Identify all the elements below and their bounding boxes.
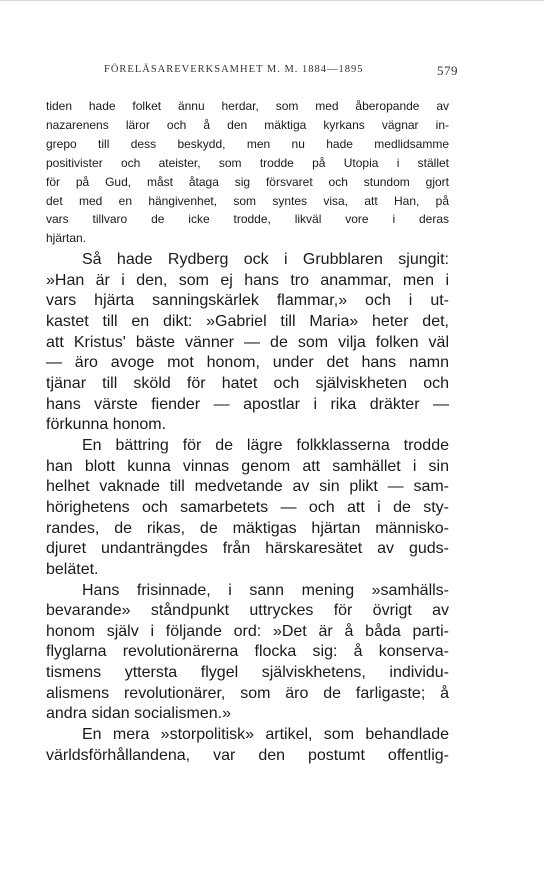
- text-line: han blott kunna vinnas genom att samhället i sin: [46, 457, 449, 475]
- text-line: randes, de rikas, de mäktigas hjärtan människo-: [46, 519, 449, 537]
- text-line: att Kristus' bäste vänner — de som vilja folken väl: [46, 333, 449, 351]
- text-line: hörighetens och samarbetets — och att i de sty-: [46, 498, 449, 516]
- text-line: Så hade Rydberg ock i Grubblaren sjungit:: [82, 251, 449, 268]
- text-line: andra sidan socialismen.»: [46, 705, 231, 723]
- text-line: vars hjärta sanningskärlek flammar,» och i ut-: [46, 292, 449, 310]
- text-line: positivister och ateister, som trodde på Utopia i stället: [46, 155, 449, 170]
- text-line: djuret undanträngdes från härskaresätet av guds-: [46, 540, 449, 558]
- text-line: flyglarna revolutionärerna flocka sig: å konserva-: [46, 643, 449, 661]
- text-line: tismens yttersta flygel själviskhetens, individu-: [46, 664, 449, 682]
- text-line: »Han är i den, som ej hans tro anammar, men i: [46, 271, 449, 289]
- text-line: hans värste fiender — apostlar i rika dräkter —: [46, 395, 449, 413]
- text-line: för på Gud, måst åtaga sig försvaret och stundom gjort: [46, 174, 449, 189]
- page-number: 579: [437, 63, 458, 78]
- footnote-paragraph: [46, 97, 449, 248]
- body-text: [46, 250, 449, 766]
- page-edge-rule: [0, 0, 544, 1]
- text-line: alismens revolutionärer, som äro de farligaste; å: [46, 684, 449, 702]
- text-line: honom själv i följande ord: »Det är å båda parti-: [46, 622, 449, 640]
- running-title: FÖRELÄSAREVERKSAMHET M. M. 1884—1895: [104, 64, 364, 75]
- text-line: En bättring för de lägre folkklasserna trodde: [82, 436, 449, 454]
- text-line: världsförhållandena, var den postumt offentlig-: [46, 746, 449, 764]
- text-line: nazarenens läror och å den mäktiga kyrkans vägnar in-: [46, 117, 449, 132]
- running-header: [104, 64, 458, 80]
- text-line: Hans frisinnade, i sann mening »samhälls-: [82, 581, 449, 599]
- text-line: bevarande» ståndpunkt uttryckes för övrigt av: [46, 602, 449, 620]
- text-line: — äro avoge mot honom, under det hans namn: [46, 354, 449, 372]
- text-line: belätet.: [46, 560, 99, 578]
- text-line: vars tillvaro de icke trodde, likväl vore i deras: [46, 212, 449, 227]
- text-line: kastet till en dikt: »Gabriel till Maria» heter det,: [46, 312, 449, 330]
- text-line: helhet vaknade till medvetande av sin plikt — sam-: [46, 478, 449, 496]
- text-line: tiden hade folket ännu herdar, som med åberopande av: [46, 99, 449, 113]
- text-line: förkunna honom.: [46, 416, 167, 434]
- text-line: grepo till dess beskydd, men nu hade medlidsamme: [46, 136, 449, 151]
- text-line: hjärtan.: [46, 231, 87, 246]
- text-line: det med en hängivenhet, som syntes visa, att Han, på: [46, 193, 449, 208]
- text-line: En mera »storpolitisk» artikel, som behandlade: [82, 726, 449, 744]
- text-line: tjänar till sköld för hatet och själviskheten och: [46, 374, 449, 392]
